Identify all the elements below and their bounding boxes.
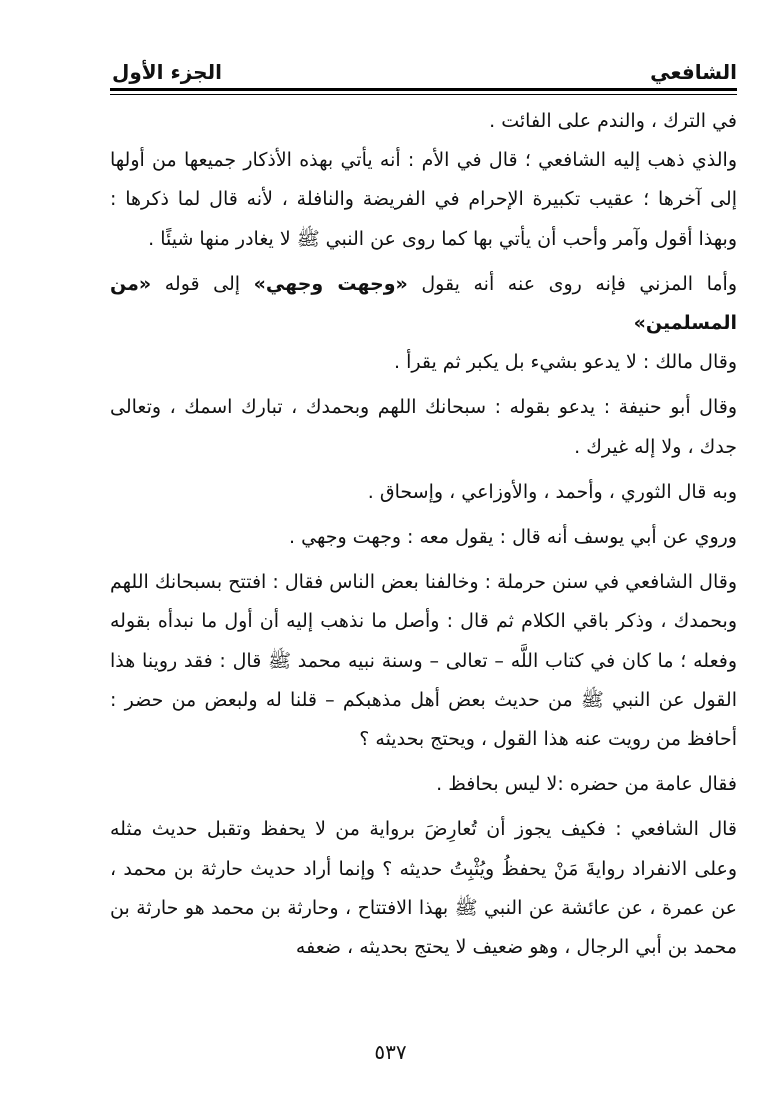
header-rule-thin [110,94,737,95]
text-run: وأما المزني فإنه روى عنه أنه يقول [407,272,738,295]
text-run: فقال عامة من حضره :لا ليس بحافظ . [436,773,737,796]
paragraph-p5 [110,388,737,466]
paragraph-p7 [110,518,737,557]
text-run: وقال أبو حنيفة : يدعو بقوله : سبحانك اللهم وبحمدك ، تبارك اسمك ، وتعالى جدك ، ولا إله غيرك . [110,396,737,458]
paragraph-p1 [110,102,737,141]
text-run: وقال الشافعي في سنن حرملة : وخالفنا بعض الناس فقال : افتتح بسبحانك اللهم وبحمدك ، وذكر باقي الكلام ثم قال : وأصل ما نذهب إليه أن أول ما نبدأه بقوله وفعله ؛ ما كان في كتاب اللَّه – تعالى – وسنة نبيه محمد ﷺ قال : فقد روينا هذا القول عن النبي ﷺ من حديث بعض أهل مذهبكم – قلنا له ولبعض من حضر : أحافظ من رويت عنه هذا القول ، ويحتج بحديثه ؟ [110,571,737,751]
text-run: وروي عن أبي يوسف أنه قال : يقول معه : وجهت وجهي . [289,526,737,549]
paragraph-p10 [110,810,737,967]
paragraph-p2 [110,141,737,259]
text-run: إلى قوله [151,272,254,295]
text-run: والذي ذهب إليه الشافعي ؛ قال في الأم : أنه يأتي بهذه الأذكار جميعها من أولها إلى آخرها ؛ عقيب تكبيرة الإحرام في الفريضة والنافلة ، لأنه قال لما ذكرها : وبهذا أقول وآمر وأحب أن يأتي بها كما روى عن النبي ﷺ لا يغادر منها شيئًا . [110,149,737,250]
page-body [110,102,737,967]
text-run: قال الشافعي : فكيف يجوز أن تُعارِضَ برواية من لا يحفظ وتقبل حديث مثله وعلى الانفراد روايةَ مَنْ يحفظُ ويُثْبِتُ حديثه ؟ وإنما أراد حديث حارثة بن محمد ، عن عمرة ، عن عائشة عن النبي ﷺ بهذا الافتتاح ، وحارثة بن محمد هو حارثة بن محمد بن أبي الرجال ، وهو ضعيف لا يحتج بحديثه ، ضعفه [110,818,737,959]
text-run: في الترك ، والندم على الفائت . [489,110,737,132]
header-title-right: الشافعي [650,60,737,84]
paragraph-p6 [110,473,737,512]
paragraph-p9 [110,765,737,804]
running-header [112,44,737,84]
quoted-phrase: «من المسلمين» [110,272,737,335]
header-title-left: الجزء الأول [112,60,222,84]
page-number: ٥٣٧ [374,1040,407,1064]
text-run: وقال مالك : لا يدعو بشيء بل يكبر ثم يقرأ . [394,351,737,374]
paragraph-p4 [110,343,737,382]
text-run: وبه قال الثوري ، وأحمد ، والأوزاعي ، وإسحاق . [367,480,737,503]
paragraph-p8 [110,563,737,759]
paragraph-p3 [110,265,737,343]
header-rule-thick [110,88,737,91]
quoted-phrase: «وجهت وجهي» [253,272,408,295]
